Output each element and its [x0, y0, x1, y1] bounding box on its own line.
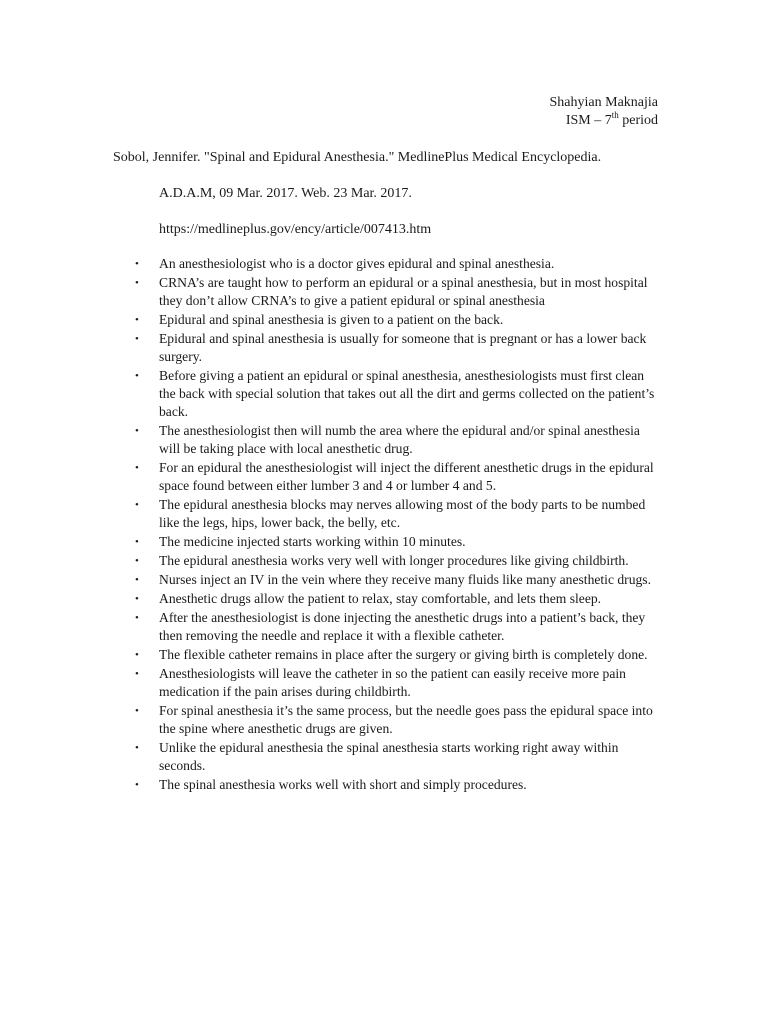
list-item: [113, 665, 663, 701]
citation-url: https://medlineplus.gov/ency/article/007413.htm: [159, 222, 432, 237]
bullet-icon: •: [135, 649, 139, 661]
list-item-text: After the anesthesiologist is done injecting the anesthetic drugs into a patient’s back, they then removing the needle and replace it with a flexible catheter.: [159, 610, 646, 643]
bullet-icon: •: [135, 462, 139, 474]
list-item-text: An anesthesiologist who is a doctor gives epidural and spinal anesthesia.: [159, 256, 555, 271]
list-item: [113, 776, 663, 794]
class-prefix: ISM – 7: [565, 113, 612, 128]
bullet-icon: •: [135, 499, 139, 511]
list-item: [113, 367, 663, 421]
list-item: [113, 330, 663, 366]
list-item: [113, 590, 663, 608]
list-item-text: The flexible catheter remains in place after the surgery or giving birth is completely done.: [159, 647, 648, 662]
list-item: [113, 496, 663, 532]
list-item: [113, 571, 663, 589]
list-item-text: Epidural and spinal anesthesia is usually for someone that is pregnant or has a lower back surgery.: [159, 331, 647, 364]
list-item-text: For spinal anesthesia it’s the same process, but the needle goes pass the epidural space into the spine where anesthetic drugs are given.: [159, 703, 653, 736]
bullet-icon: •: [135, 555, 139, 567]
list-item: [113, 459, 663, 495]
citation-line-2: A.D.A.M, 09 Mar. 2017. Web. 23 Mar. 2017.: [159, 186, 412, 201]
bullet-icon: •: [135, 314, 139, 326]
list-item-text: Unlike the epidural anesthesia the spinal anesthesia starts working right away within seconds.: [159, 740, 619, 773]
bullet-icon: •: [135, 705, 139, 717]
list-item: [113, 552, 663, 570]
document-header: [550, 94, 658, 130]
list-item-text: Epidural and spinal anesthesia is given to a patient on the back.: [159, 312, 504, 327]
citation-line-1: Sobol, Jennifer. "Spinal and Epidural Anesthesia." MedlinePlus Medical Encyclopedia.: [113, 150, 602, 165]
list-item-text: Nurses inject an IV in the vein where they receive many fluids like many anesthetic drugs.: [159, 572, 651, 587]
citation: [113, 149, 673, 239]
author-name: Shahyian Maknajia: [549, 95, 658, 110]
list-item: [113, 255, 663, 273]
list-item-text: For an epidural the anesthesiologist will inject the different anesthetic drugs in the epidural space found between either lumber 3 and 4 or lumber 4 and 5.: [159, 460, 654, 493]
bullet-icon: •: [135, 668, 139, 680]
bullet-icon: •: [135, 333, 139, 345]
list-item: [113, 311, 663, 329]
list-item-text: CRNA’s are taught how to perform an epidural or a spinal anesthesia, but in most hospital they don’t allow CRNA’s to give a patient epidural or spinal anesthesia: [159, 275, 648, 308]
bullet-icon: •: [135, 574, 139, 586]
notes-list: [113, 255, 663, 795]
class-period: [550, 112, 658, 130]
bullet-icon: •: [135, 370, 139, 382]
class-superscript: th: [611, 110, 619, 120]
list-item: [113, 609, 663, 645]
list-item: [113, 739, 663, 775]
list-item: [113, 274, 663, 310]
list-item-text: The medicine injected starts working within 10 minutes.: [159, 534, 466, 549]
bullet-icon: •: [135, 277, 139, 289]
bullet-icon: •: [135, 742, 139, 754]
class-suffix: period: [618, 113, 658, 128]
bullet-icon: •: [135, 536, 139, 548]
bullet-icon: •: [135, 612, 139, 624]
list-item-text: The epidural anesthesia blocks may nerves allowing most of the body parts to be numbed like the legs, hips, lower back, the belly, etc.: [159, 497, 646, 530]
list-item-text: Anesthesiologists will leave the catheter in so the patient can easily receive more pain medication if the pain arises during childbirth.: [159, 666, 626, 699]
list-item: [113, 422, 663, 458]
list-item: [113, 702, 663, 738]
list-item-text: The epidural anesthesia works very well with longer procedures like giving childbirth.: [159, 553, 629, 568]
bullet-icon: •: [135, 779, 139, 791]
bullet-icon: •: [135, 425, 139, 437]
list-item-text: The anesthesiologist then will numb the area where the epidural and/or spinal anesthesia will be taking place with local anesthetic drug.: [159, 423, 640, 456]
bullet-icon: •: [135, 258, 139, 270]
list-item-text: Anesthetic drugs allow the patient to relax, stay comfortable, and lets them sleep.: [159, 591, 602, 606]
list-item: [113, 533, 663, 551]
list-item-text: Before giving a patient an epidural or spinal anesthesia, anesthesiologists must first clean the back with special solution that takes out all the dirt and germs collected on the patient’s back.: [159, 368, 655, 419]
bullet-icon: •: [135, 593, 139, 605]
list-item-text: The spinal anesthesia works well with short and simply procedures.: [159, 777, 527, 792]
list-item: [113, 646, 663, 664]
